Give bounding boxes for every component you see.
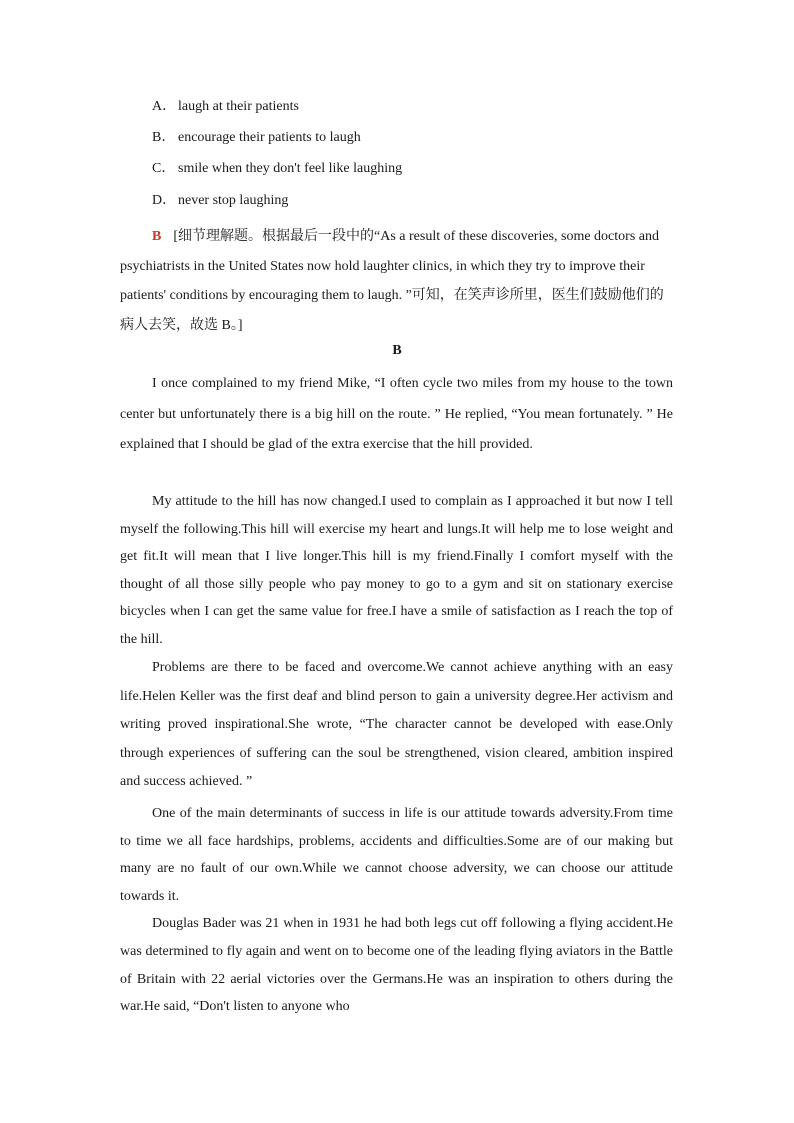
- option-text: smile when they don't feel like laughing: [178, 161, 403, 176]
- option-letter: C．: [152, 161, 176, 176]
- paragraph-text: Problems are there to be faced and overcome.We cannot achieve anything with an easy life.Helen Keller was the first deaf and blind person to gain a university degree.Her activism and writing proved inspirational.She wrote, “The character cannot be developed with ease.Only through experiences of suffering can the soul be strengthened, vision cleared, ambition inspired and success achieved. ”: [120, 660, 673, 790]
- option-letter: B．: [152, 130, 176, 145]
- option-b: [152, 129, 361, 147]
- option-letter: A．: [152, 99, 177, 114]
- passage-paragraph: [120, 488, 673, 654]
- option-text: laugh at their patients: [178, 99, 299, 114]
- option-d: [152, 192, 288, 210]
- option-text: never stop laughing: [178, 193, 289, 208]
- answer-explanation: [120, 222, 673, 340]
- passage-paragraph: [120, 654, 673, 797]
- passage-paragraph: [120, 910, 673, 1021]
- paragraph-text: My attitude to the hill has now changed.I used to complain as I approached it but now I tell myself the following.This hill will exercise my heart and lungs.It will help me to lose weight and get fit.It will mean that I live longer.This hill is my friend.Finally I comfort myself with the thought of all those silly people who pay money to go to a gym and sit on stationary exercise bicycles when I can get the same value for free.I have a smile of satisfaction as I reach the top of the hill.: [120, 494, 673, 647]
- option-text: encourage their patients to laugh: [178, 130, 361, 145]
- paragraph-text: One of the main determinants of success in life is our attitude towards adversity.From time to time we all face hardships, problems, accidents and difficulties.Some are of our making but many are no fault of our own.While we cannot choose adversity, we can choose our attitude towards it.: [120, 806, 673, 904]
- explanation-text: [细节理解题。根据最后一段中的“As a result of these discoveries, some doctors and psychiatrists in the United States now hold laughter clinics, in which they try to improve their patients' conditions by encouraging them to laugh. ”可知，在笑声诊所里，医生们鼓励他们的病人去笑，故选 B。]: [120, 229, 664, 333]
- passage-paragraph: [120, 800, 673, 910]
- passage-paragraph: [120, 369, 673, 461]
- option-a: [152, 98, 299, 116]
- paragraph-text: I once complained to my friend Mike, “I often cycle two miles from my house to the town center but unfortunately there is a big hill on the route. ” He replied, “You mean fortunately. ” He explained that I should be glad of the extra exercise that the hill provided.: [120, 376, 673, 452]
- answer-key: B: [152, 229, 162, 244]
- paragraph-text: Douglas Bader was 21 when in 1931 he had both legs cut off following a flying accident.He was determined to fly again and went on to become one of the leading flying aviators in the Battle of Britain with 22 aerial victories over the Germans.He was an inspiration to others during the war.He said, “Don't listen to anyone who: [120, 916, 673, 1015]
- option-c: [152, 160, 402, 178]
- option-letter: D．: [152, 193, 177, 208]
- section-heading: B: [392, 343, 402, 358]
